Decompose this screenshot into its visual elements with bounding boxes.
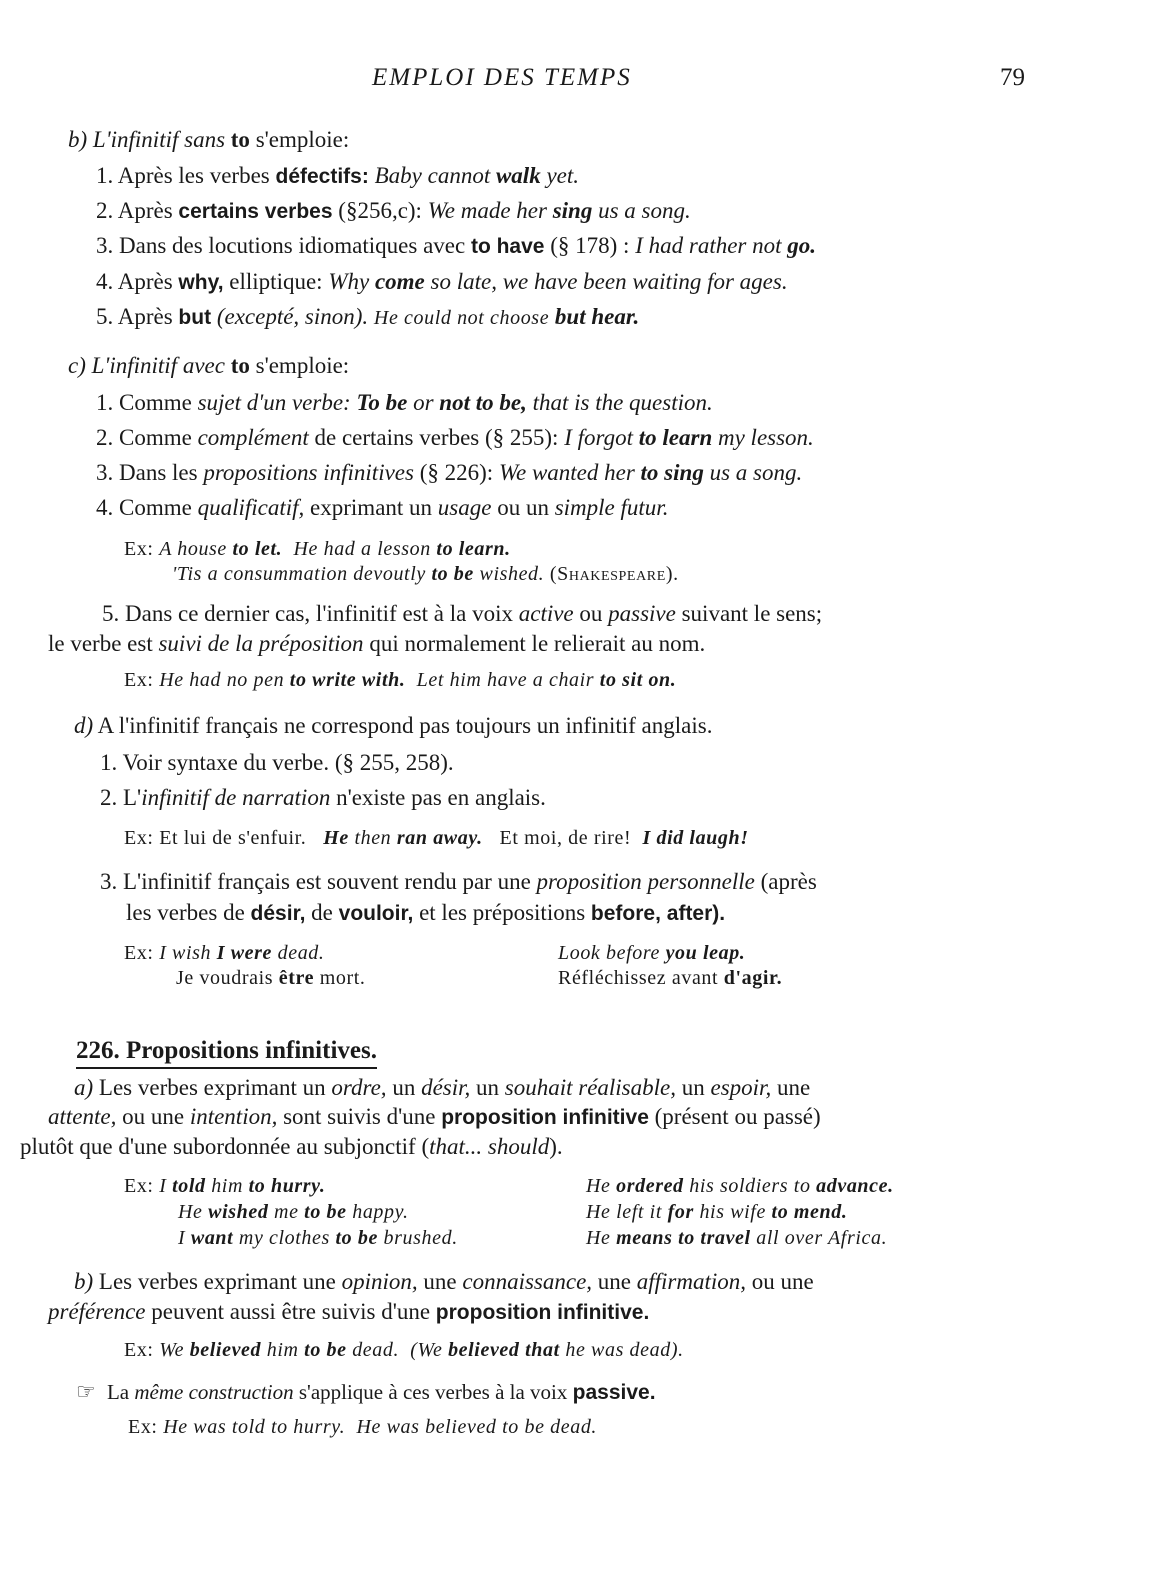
note-line [76,1378,656,1407]
example: Why [328,269,370,294]
example-bold: not to be, [439,390,527,415]
keyword: but [178,306,212,329]
example: him [211,1175,243,1197]
text: un [681,1075,705,1100]
section-heading: 226. Propositions infinitives. [76,1037,377,1069]
term: complément [197,425,309,450]
keyword: why, [178,271,224,294]
example-bold: to be [335,1227,378,1249]
example: I [178,1227,186,1249]
term: ordre, [331,1075,387,1100]
label: d) [74,713,94,738]
example-bold: believed that [448,1339,560,1361]
example-bold: you leap. [665,942,746,964]
example-bold: come [374,269,425,294]
text: une [423,1269,457,1294]
example: brushed. [383,1227,458,1249]
example-bold: for [667,1201,694,1223]
example-bold: sing [552,198,593,223]
text: La [106,1380,130,1404]
text: s'emploie: [255,127,350,152]
example-bold: d'agir. [723,967,783,989]
example-fr: Je voudrais [176,967,274,989]
example: He had no pen [159,669,285,691]
section-b-intro [68,126,349,154]
example-bold: être [278,967,315,989]
text: une [597,1269,632,1294]
text: A l'infinitif français ne correspond pas toujours un infinitif anglais. [97,713,713,738]
paragraph-line [48,1298,649,1327]
text: Dans des locutions idiomatiques avec [119,233,466,258]
example: He [586,1175,611,1197]
text: (présent ou passé) [654,1104,821,1129]
example: us a song. [709,460,803,485]
item-number: 1. [96,163,114,188]
text: un [392,1075,416,1100]
text: qui normalement le relierait au nom. [369,631,706,656]
example: my clothes [238,1227,330,1249]
example: dead. [352,1339,400,1361]
example-line [124,939,325,967]
example: Let him have a chair [416,669,595,691]
example: I [159,1175,167,1197]
example: We wanted her [498,460,635,485]
item-number: 5. [96,304,114,329]
list-item [96,268,788,297]
term: préférence [48,1299,146,1324]
text: (après [760,869,817,894]
example: He could not choose [373,307,550,329]
example-bold: I were [216,942,273,964]
example: I wish [159,942,212,964]
example-line [178,1224,458,1252]
example: Baby cannot [374,163,491,188]
example-line [586,1198,847,1226]
example-bold: advance. [816,1175,894,1197]
example-line [124,824,749,852]
example-bold: go. [787,233,817,258]
term: espoir, [710,1075,772,1100]
term: intention, [189,1104,278,1129]
example-bold: ran away. [396,827,483,849]
keyword: désir, [250,902,306,925]
example: I forgot [564,425,633,450]
example: We [159,1339,185,1361]
list-item [96,197,691,226]
text: ou une [122,1104,185,1129]
example: me [274,1201,299,1223]
keyword: passive. [572,1381,656,1404]
text: 3. L'infinitif français est souvent rendu par une [100,869,531,894]
text: suivant le sens; [681,601,823,626]
example-bold: to let. [232,538,283,560]
text: n'existe pas en anglais. [336,785,546,810]
example-bold: to write with. [289,669,406,691]
example: I had rather not [635,233,782,258]
text: un [476,1075,500,1100]
item-number: 3. [96,460,114,485]
example-bold: believed [189,1339,262,1361]
example: He left it [586,1201,662,1223]
ex-prefix: Ex: [124,538,154,560]
list-item [96,459,802,487]
example-line [124,535,511,563]
item-number: 4. [96,269,114,294]
keyword: to [230,353,250,378]
ex-prefix: Ex: [124,827,154,849]
example-bold: To be [356,390,408,415]
example: so late, we have been waiting for ages. [430,269,788,294]
text: Comme [119,425,192,450]
text: Après [117,269,173,294]
keyword: proposition infinitive [441,1106,649,1129]
example-bold: to be [304,1201,347,1223]
term: suivi de la préposition [158,631,364,656]
keyword: to have [470,235,545,258]
example-line [176,964,365,992]
text: Comme [119,495,192,520]
text: (§256,c): [338,198,422,223]
list-item [96,424,814,452]
example-bold: to sing [640,460,704,485]
term: affirmation, [636,1269,747,1294]
example-bold: wished [208,1201,269,1223]
example: yet. [546,163,580,188]
paragraph-line [48,1103,821,1132]
example-fr: Et moi, de rire! [499,827,632,849]
ex-prefix: Ex: [124,1175,154,1197]
ex-prefix: Ex: [124,942,154,964]
keyword: vouloir, [338,902,414,925]
ex-prefix: Ex: [128,1416,158,1438]
term: opinion, [341,1269,418,1294]
example-line [178,1198,409,1226]
example: all over Africa. [756,1227,888,1249]
example: We made her [427,198,547,223]
ex-prefix: Ex: [124,669,154,691]
item-number: 3. [96,233,114,258]
term: proposition personnelle [536,869,755,894]
text: Après les verbes [117,163,270,188]
text: les verbes de [126,900,245,925]
example: his soldiers [689,1175,789,1197]
example: He [586,1227,611,1249]
example: (We [410,1339,443,1361]
example: then [354,827,392,849]
list-item [96,389,713,417]
item-number: 4. [96,495,114,520]
example: A house [159,538,227,560]
text: exprimant un [310,495,433,520]
term: that... should [429,1134,550,1159]
section-c-intro [68,352,349,380]
text: une [776,1075,811,1100]
keyword: proposition infinitive. [435,1301,650,1324]
example: He was believed to be dead. [356,1416,598,1438]
example-bold: to hurry. [248,1175,326,1197]
example: He had a lesson [293,538,431,560]
example: wished. [479,563,545,585]
text: (§ 226): [419,460,494,485]
example: my lesson. [717,425,814,450]
text: Dans les [119,460,198,485]
item-number: 2. [96,425,114,450]
list-item [100,784,546,812]
text: ). [549,1134,563,1159]
text: peuvent aussi être suivis d'une [151,1299,431,1324]
keyword: before, after). [590,902,726,925]
example-bold: He [323,827,349,849]
paragraph-line [48,630,705,658]
example-bold: means to travel [616,1227,751,1249]
term: attente, [48,1104,117,1129]
example: his wife [699,1201,766,1223]
list-item [96,162,579,191]
term: active [518,601,574,626]
label: c) [68,353,86,378]
term: sujet d'un verbe: [197,390,351,415]
text: ou [579,601,603,626]
example-fr: Et lui de s'enfuir. [159,827,307,849]
example: dead. [277,942,325,964]
label: b) [74,1269,94,1294]
example-line [124,666,676,694]
paragraph-line [74,1268,814,1296]
text: plutôt que d'une subordonnée au subjonctif ( [20,1134,430,1159]
keyword: to [230,127,250,152]
pointing-hand-icon: ☞ [76,1379,96,1404]
running-header: EMPLOI DES TEMPS [372,64,632,91]
example: to [793,1175,811,1197]
list-item [96,303,639,332]
example-fr: mort. [319,967,366,989]
citation: (Shakespeare). [549,563,679,585]
text: 2. L' [100,785,142,810]
example-bold: walk [495,163,541,188]
text: s'emploie: [255,353,350,378]
text: de [311,900,333,925]
example-line [558,939,745,967]
example-bold: I did laugh! [642,827,749,849]
term: passive [608,601,676,626]
example-line [128,1413,597,1441]
text: Après [117,198,173,223]
paragraph-line [74,1074,810,1102]
example-bold: to sit on. [599,669,677,691]
example-bold: to learn [638,425,713,450]
section-d-intro [74,712,712,740]
example-bold: to be [304,1339,347,1361]
text: ou une [751,1269,814,1294]
text: ou un [497,495,549,520]
example-bold: to be [431,563,474,585]
example-bold: ordered [616,1175,684,1197]
example: 'Tis a consummation devoutly [172,563,426,585]
list-item: 1. Voir syntaxe du verbe. (§ 255, 258). [100,750,454,775]
label: a) [74,1075,94,1100]
example: Look before [558,942,660,964]
gloss: (excepté, sinon). [216,304,369,329]
example-line [124,1172,326,1200]
term: usage [437,495,492,520]
example-bold: to mend. [771,1201,848,1223]
example-bold: want [190,1227,234,1249]
example-bold: to learn. [436,538,511,560]
example-line [124,1336,684,1364]
text: elliptique: [229,269,323,294]
term: même construction [134,1380,294,1404]
example-bold: but hear. [554,304,640,329]
page-number: 79 [1000,64,1025,91]
example-line [586,1224,887,1252]
term: propositions infinitives [203,460,414,485]
text: L'infinitif sans [92,127,226,152]
list-item [96,494,668,522]
example-bold: told [172,1175,206,1197]
text: Les verbes exprimant un [98,1075,326,1100]
term: désir, [421,1075,471,1100]
keyword: certains verbes [178,200,333,223]
example-line [586,1172,894,1200]
term: souhait réalisable, [504,1075,676,1100]
text: le verbe est [48,631,153,656]
paragraph-line [102,600,822,628]
term: infinitif de narration [141,785,331,810]
text: L'infinitif avec [91,353,225,378]
example: us a song. [598,198,691,223]
paragraph-line [20,1133,563,1161]
term: connaissance, [462,1269,593,1294]
example-fr: Réfléchissez avant [558,967,719,989]
text: et les prépositions [419,900,586,925]
paragraph-line [126,899,725,928]
example: He was told to hurry. [163,1416,346,1438]
text: (§ 178) : [550,233,630,258]
paragraph-line [100,868,817,896]
example: he was dead). [565,1339,684,1361]
example: that is the question. [532,390,713,415]
term: simple futur. [554,495,669,520]
example: happy. [352,1201,409,1223]
text: s'applique à ces verbes à la voix [298,1380,568,1404]
text: Après [117,304,173,329]
keyword: défectifs: [275,165,369,188]
text: Les verbes exprimant une [98,1269,336,1294]
text: de certains verbes (§ 255): [314,425,559,450]
text: sont suivis d'une [283,1104,436,1129]
label: b) [68,127,88,152]
item-number: 1. [96,390,114,415]
list-item [96,232,816,261]
item-number: 2. [96,198,114,223]
ex-prefix: Ex: [124,1339,154,1361]
example: He [178,1201,203,1223]
example-line [172,560,679,588]
term: qualificatif, [197,495,305,520]
text: Comme [119,390,192,415]
example: or [413,390,434,415]
text: 5. Dans ce dernier cas, l'infinitif est à la voix [102,601,513,626]
example-line [558,964,782,992]
example: him [266,1339,299,1361]
